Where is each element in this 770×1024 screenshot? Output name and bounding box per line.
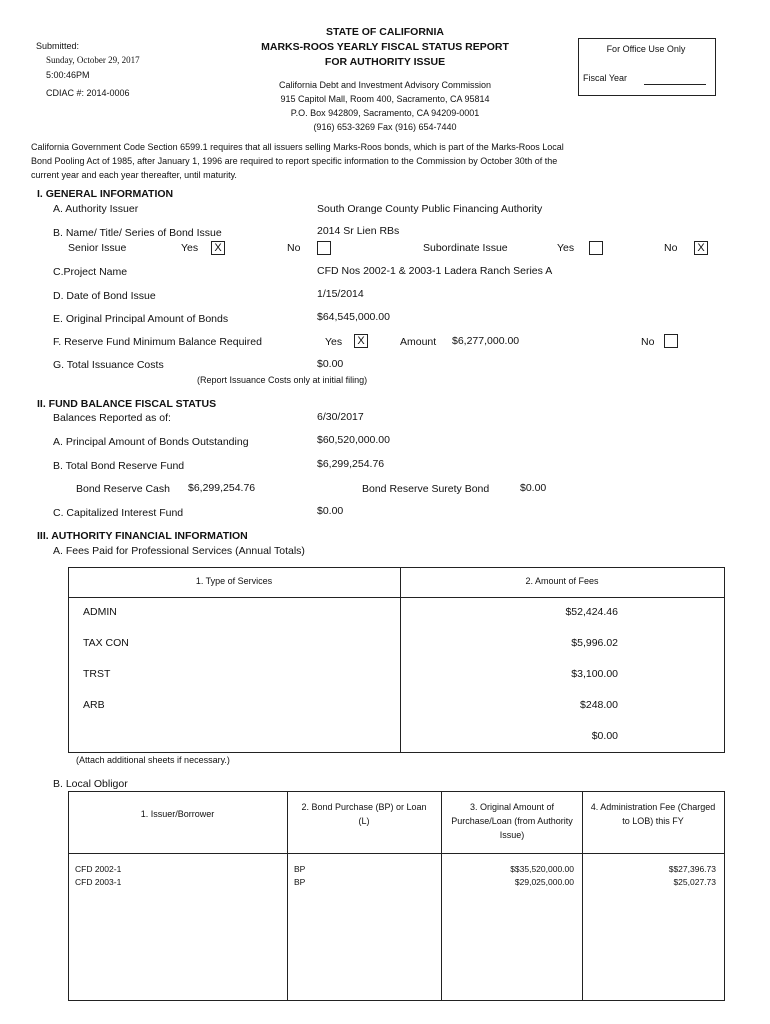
obligor-row-original: $$35,520,000.00	[510, 864, 574, 874]
obligor-col-borrower-header: 1. Issuer/Borrower	[140, 809, 215, 819]
date-of-issue-label: D. Date of Bond Issue	[53, 290, 156, 302]
fees-row-type: TRST	[83, 668, 111, 680]
obligor-row-type: BP	[294, 877, 306, 887]
surety-bond-value: $0.00	[520, 482, 547, 494]
attach-sheets-note: (Attach additional sheets if necessary.)	[76, 755, 230, 765]
reserve-yes-label: Yes	[325, 336, 343, 348]
agency-address-1: 915 Capitol Mall, Room 400, Sacramento, CA 95814	[280, 94, 490, 104]
fees-row-type: TAX CON	[83, 637, 129, 649]
senior-yes-checkbox[interactable]: X	[211, 241, 225, 255]
capitalized-interest-value: $0.00	[317, 505, 344, 517]
reserve-amount-label: Amount	[400, 336, 437, 348]
agency-name: California Debt and Investment Advisory Commission	[278, 80, 492, 90]
fees-row-amount: $248.00	[580, 699, 618, 711]
reserve-fund-label: F. Reserve Fund Minimum Balance Required	[53, 336, 262, 348]
subordinate-no-checkbox[interactable]: X	[694, 241, 708, 255]
authority-issuer-value: South Orange County Public Financing Authority	[317, 203, 543, 215]
fees-col-amount-header: 2. Amount of Fees	[525, 576, 599, 586]
obligor-row-original: $29,025,000.00	[514, 877, 574, 887]
obligor-row-fee: $25,027.73	[673, 877, 716, 887]
obligor-col-original-header: 3. Original Amount of Purchase/Loan (from Authority Issue)	[451, 802, 573, 840]
fees-table	[68, 567, 725, 753]
reserve-cash-value: $6,299,254.76	[188, 482, 256, 494]
issuance-costs-note: (Report Issuance Costs only at initial filing)	[197, 375, 368, 385]
reserve-cash-label: Bond Reserve Cash	[76, 483, 170, 495]
total-reserve-fund-value: $6,299,254.76	[317, 458, 385, 470]
form-title-report: MARKS-ROOS YEARLY FISCAL STATUS REPORT	[261, 41, 509, 53]
submitted-date: Sunday, October 29, 2017	[46, 55, 140, 65]
intro-line-2: Bond Pooling Act of 1985, after January 1, 1996 are required to report specific information to the Commission by October 30th of the	[31, 156, 558, 166]
section-1-heading: I. GENERAL INFORMATION	[37, 188, 174, 200]
fees-row-amount: $52,424.46	[565, 606, 618, 618]
subordinate-no-label: No	[664, 242, 678, 254]
form-title-state: STATE OF CALIFORNIA	[325, 26, 445, 38]
fees-row-type: ADMIN	[83, 606, 117, 618]
agency-address-2: P.O. Box 942809, Sacramento, CA 94209-0001	[290, 108, 480, 118]
office-use-title: For Office Use Only	[606, 44, 686, 54]
intro-line-3: current year and each year thereafter, until maturity.	[31, 170, 237, 180]
form-title-authority: FOR AUTHORITY ISSUE	[324, 56, 446, 68]
obligor-col-fee-header: 4. Administration Fee (Charged to LOB) this FY	[590, 802, 716, 826]
principal-outstanding-value: $60,520,000.00	[317, 434, 390, 446]
balances-as-of-value: 6/30/2017	[317, 411, 364, 423]
fees-row-amount: $5,996.02	[571, 637, 618, 649]
intro-line-1: California Government Code Section 6599.1 requires that all issuers selling Marks-Roos bonds, which is part of the Marks-Roos Local	[31, 142, 564, 152]
original-principal-value: $64,545,000.00	[317, 311, 390, 323]
fiscal-year-label: Fiscal Year	[583, 73, 628, 83]
subordinate-yes-label: Yes	[557, 242, 575, 254]
fees-row-amount: $3,100.00	[571, 668, 618, 680]
obligor-table-divider-3	[582, 791, 583, 1000]
obligor-table-header-rule	[68, 853, 724, 854]
obligor-col-type-header: 2. Bond Purchase (BP) or Loan (L)	[301, 802, 427, 826]
senior-yes-label: Yes	[181, 242, 199, 254]
surety-bond-label: Bond Reserve Surety Bond	[362, 483, 490, 495]
section-2-heading: II. FUND BALANCE FISCAL STATUS	[37, 398, 217, 410]
senior-issue-label: Senior Issue	[68, 242, 127, 254]
capitalized-interest-label: C. Capitalized Interest Fund	[53, 507, 184, 519]
fees-table-header-rule	[68, 597, 724, 598]
obligor-table-divider-2	[441, 791, 442, 1000]
obligor-row-type: BP	[294, 864, 306, 874]
fees-col-type-header: 1. Type of Services	[195, 576, 273, 586]
fees-row-amount: $0.00	[591, 730, 618, 742]
senior-no-checkbox[interactable]	[317, 241, 331, 255]
bond-name-value: 2014 Sr Lien RBs	[317, 225, 400, 237]
obligor-row-borrower: CFD 2002-1	[75, 864, 122, 874]
submitted-label: Submitted:	[36, 41, 80, 51]
section-3-heading: III. AUTHORITY FINANCIAL INFORMATION	[37, 530, 248, 542]
balances-as-of-label: Balances Reported as of:	[53, 412, 171, 424]
subordinate-issue-label: Subordinate Issue	[423, 242, 508, 254]
senior-no-label: No	[287, 242, 301, 254]
obligor-table-divider-1	[287, 791, 288, 1000]
agency-phone: (916) 653-3269 Fax (916) 654-7440	[313, 122, 457, 132]
total-reserve-fund-label: B. Total Bond Reserve Fund	[53, 460, 185, 472]
original-principal-label: E. Original Principal Amount of Bonds	[53, 313, 229, 325]
fees-table-divider	[400, 567, 401, 752]
reserve-yes-checkbox[interactable]: X	[354, 334, 368, 348]
obligor-row-fee: $$27,396.73	[668, 864, 716, 874]
bond-name-label: B. Name/ Title/ Series of Bond Issue	[53, 227, 222, 239]
cdiac-number: CDIAC #: 2014-0006	[46, 88, 130, 98]
project-name-value: CFD Nos 2002-1 & 2003-1 Ladera Ranch Series A	[317, 265, 553, 277]
reserve-no-checkbox[interactable]	[664, 334, 678, 348]
subordinate-yes-checkbox[interactable]	[589, 241, 603, 255]
date-of-issue-value: 1/15/2014	[317, 288, 364, 300]
project-name-label: C.Project Name	[53, 266, 128, 278]
authority-issuer-label: A. Authority Issuer	[53, 203, 139, 215]
principal-outstanding-label: A. Principal Amount of Bonds Outstanding	[53, 436, 249, 448]
issuance-costs-label: G. Total Issuance Costs	[53, 359, 164, 371]
issuance-costs-value: $0.00	[317, 358, 344, 370]
fiscal-year-line	[644, 84, 706, 85]
reserve-amount-value: $6,277,000.00	[452, 335, 520, 347]
obligor-row-borrower: CFD 2003-1	[75, 877, 122, 887]
fees-label: A. Fees Paid for Professional Services (Annual Totals)	[53, 545, 305, 557]
fees-row-type: ARB	[83, 699, 105, 711]
submitted-time: 5:00:46PM	[46, 70, 90, 80]
reserve-no-label: No	[641, 336, 655, 348]
local-obligor-label: B. Local Obligor	[53, 778, 128, 790]
